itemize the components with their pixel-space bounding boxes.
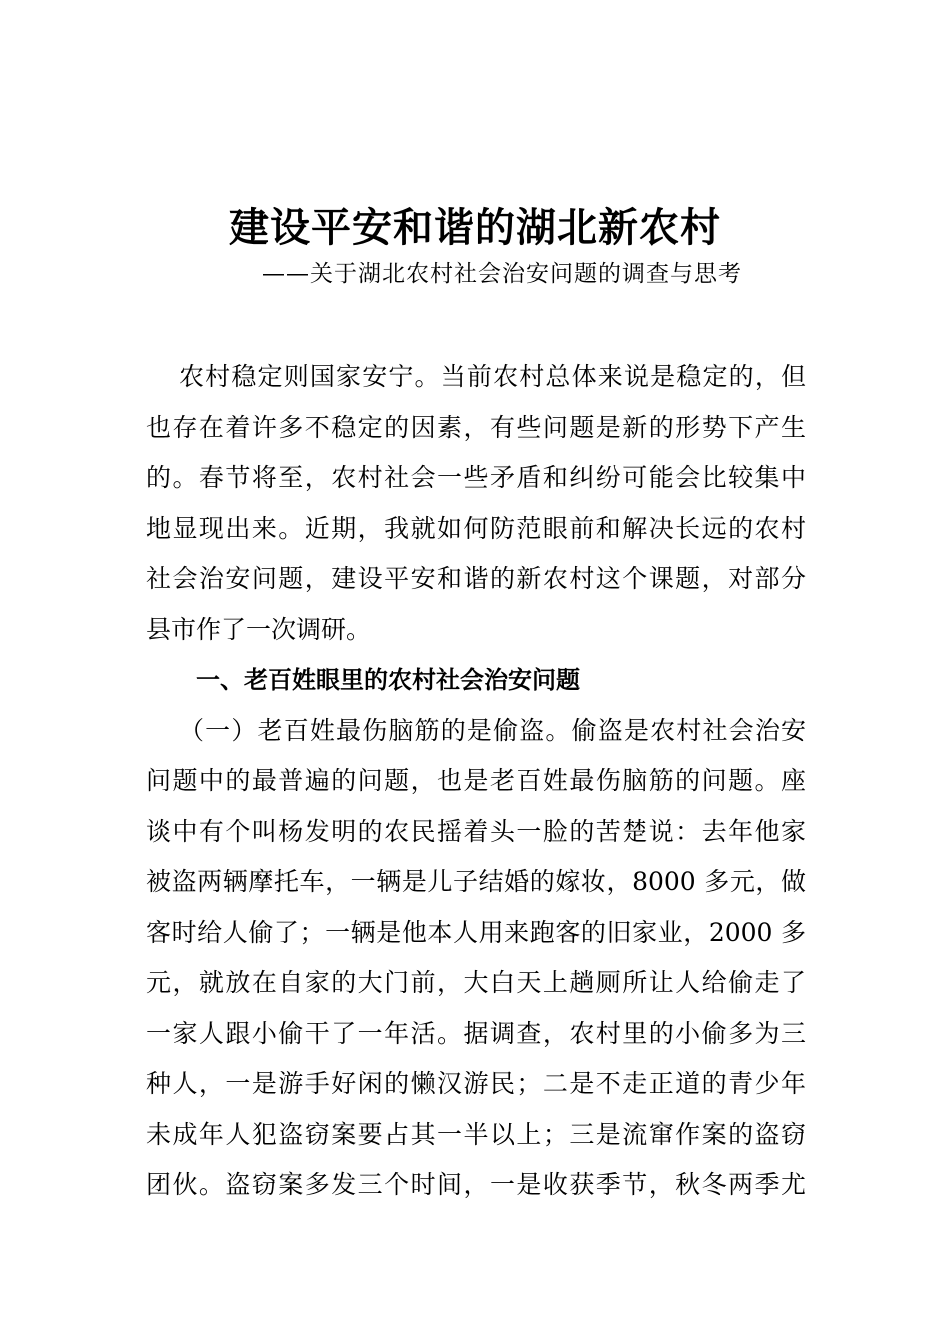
paragraph-line: 农村稳定则国家安宁。当前农村总体来说是稳定的，但 — [179, 362, 806, 391]
paragraph-line: 客时给人偷了；一辆是他本人用来跑客的旧家业，2000 多 — [146, 917, 806, 947]
paragraph-line: 一家人跟小偷干了一年活。据调查，农村里的小偷多为三 — [146, 1018, 806, 1048]
paragraph-line: 种人，一是游手好闲的懒汉游民；二是不走正道的青少年 — [146, 1069, 806, 1098]
paragraph-line: 元，就放在自家的大门前，大白天上趟厕所让人给偷走了 — [146, 968, 806, 997]
paragraph-line: 未成年人犯盗窃案要占其一半以上；三是流窜作案的盗窃 — [146, 1119, 806, 1149]
document-title: 建设平安和谐的湖北新农村 — [229, 205, 721, 251]
paragraph-line: 县市作了一次调研。 — [146, 614, 372, 644]
paragraph-line: 地显现出来。近期，我就如何防范眼前和解决长远的农村 — [146, 513, 806, 543]
paragraph-line: （一）老百姓最伤脑筋的是偷盗。偷盗是农村社会治安 — [179, 715, 806, 745]
document-subtitle: ——关于湖北农村社会治安问题的调查与思考 — [262, 261, 742, 287]
section-heading: 一、老百姓眼里的农村社会治安问题 — [196, 666, 580, 694]
paragraph-line: 被盗两辆摩托车，一辆是儿子结婚的嫁妆，8000 多元，做 — [146, 867, 806, 896]
paragraph-line: 的。春节将至，农村社会一些矛盾和纠纷可能会比较集中 — [146, 463, 806, 492]
paragraph-line: 团伙。盗窃案多发三个时间，一是收获季节，秋冬两季尤 — [146, 1170, 806, 1199]
paragraph-line: 也存在着许多不稳定的因素，有些问题是新的形势下产生 — [146, 412, 806, 442]
paragraph-line: 谈中有个叫杨发明的农民摇着头一脸的苦楚说：去年他家 — [146, 816, 806, 846]
paragraph-line: 问题中的最普遍的问题，也是老百姓最伤脑筋的问题。座 — [146, 766, 806, 795]
document-body — [146, 352, 806, 1211]
paragraph-line: 社会治安问题，建设平安和谐的新农村这个课题，对部分 — [146, 564, 806, 593]
